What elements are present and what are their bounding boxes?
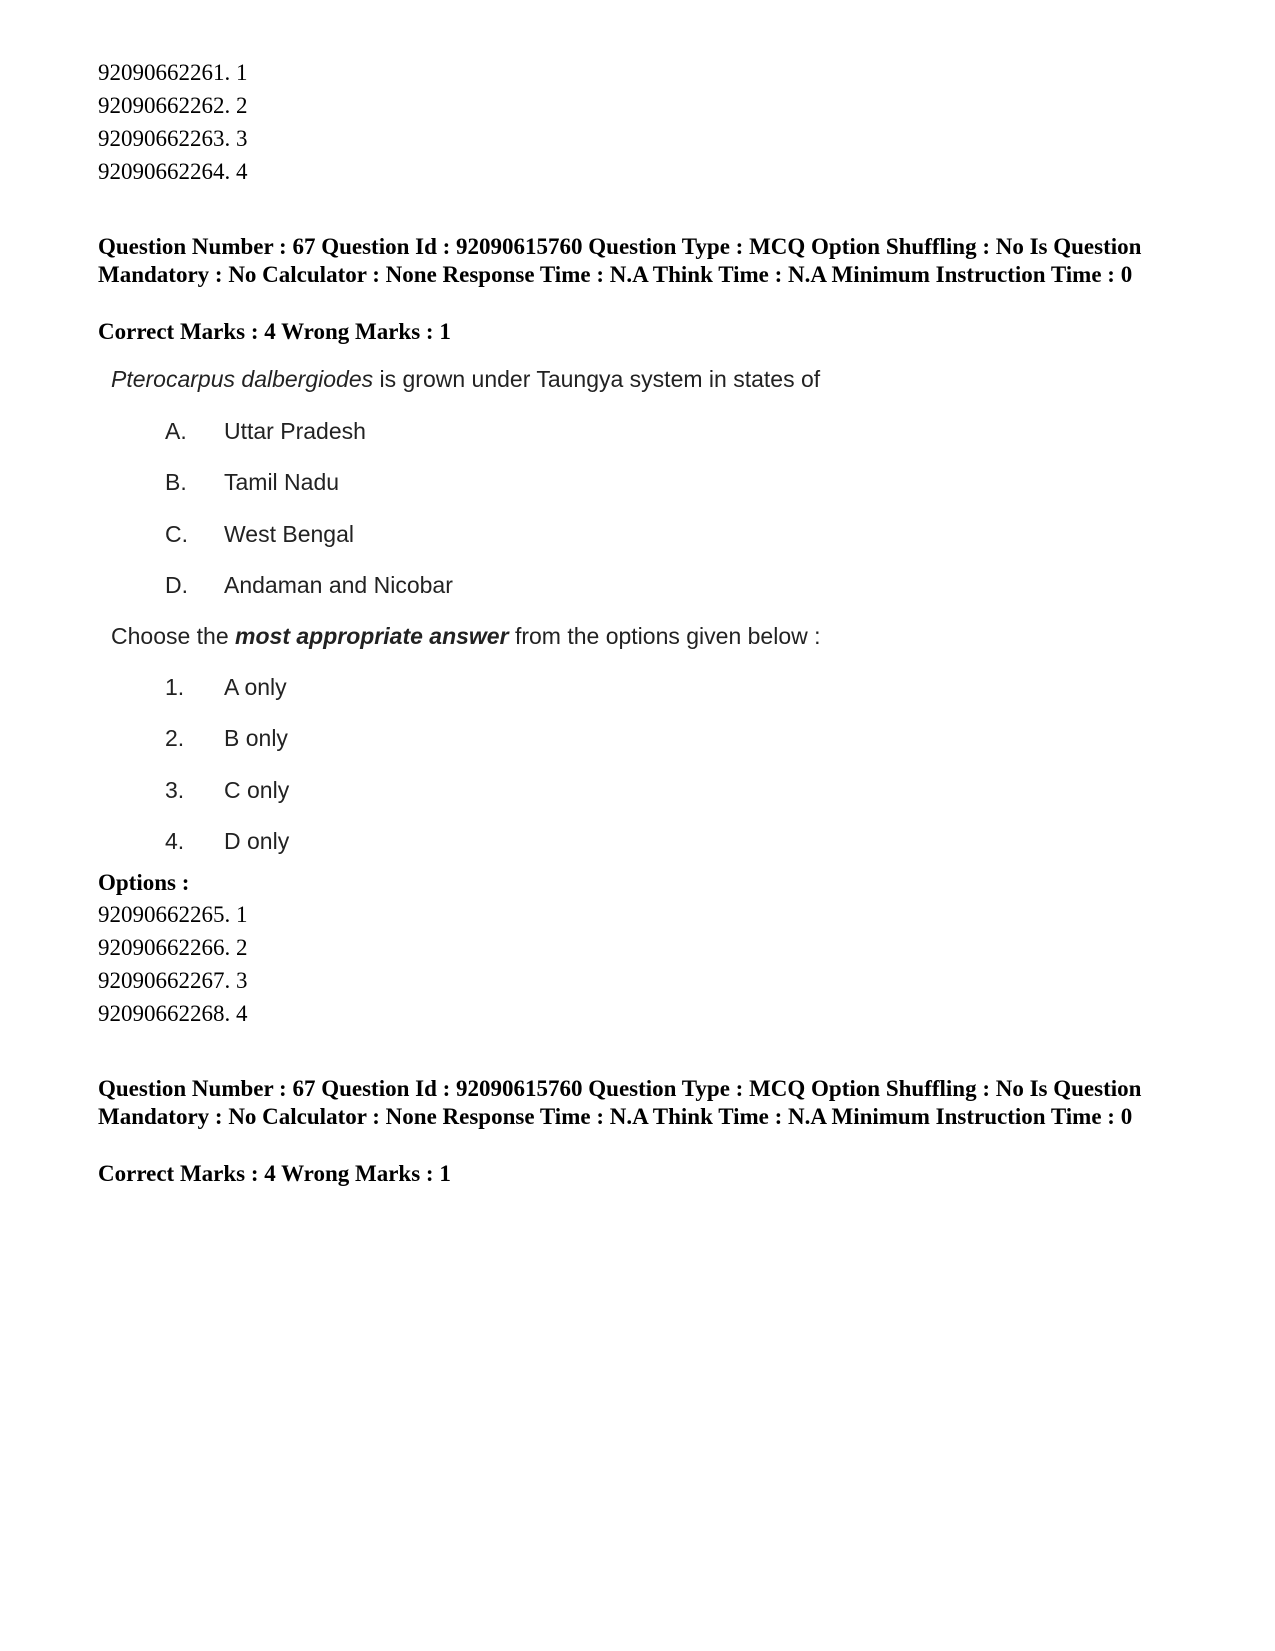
statement-text: Uttar Pradesh [224,418,366,444]
statement-label: C. [165,521,188,547]
question-marks: Correct Marks : 4 Wrong Marks : 1 [98,319,451,344]
choose-instruction [111,623,821,650]
option-1: 92090662265. 1 [98,902,248,927]
option-2: 92090662266. 2 [98,935,248,960]
answer-text: D only [224,828,290,854]
statement-text: Tamil Nadu [224,469,340,495]
answer-label: 4. [165,828,185,854]
question-header: Question Number : 67 Question Id : 92090615760 Question Type : MCQ Option Shuffling : No Is Question Mandatory : No Calculator : None Response Time : N.A Think Time : N.A Minimum Instruction Time : 0 [98,234,1142,287]
option-4: 92090662268. 4 [98,1001,248,1026]
answer-label: 2. [165,725,185,751]
prev-option-1: 92090662261. 1 [98,60,248,85]
statement-text: Andaman and Nicobar [224,572,453,598]
option-3: 92090662267. 3 [98,968,248,993]
options-heading: Options : [98,870,190,895]
choose-pre: Choose the [111,623,236,649]
statement-label: A. [165,418,187,444]
answer-text: B only [224,725,288,751]
statement-label: B. [165,469,187,495]
answer-label: 1. [165,674,185,700]
next-question-header: Question Number : 67 Question Id : 92090615760 Question Type : MCQ Option Shuffling : No Is Question Mandatory : No Calculator : None Response Time : N.A Think Time : N.A Minimum Instruction Time : 0 [98,1076,1142,1129]
stem-text: is grown under Taungya system in states of [373,366,821,392]
choose-post: from the options given below : [508,623,821,649]
next-question-marks: Correct Marks : 4 Wrong Marks : 1 [98,1161,451,1186]
statement-text: West Bengal [224,521,354,547]
question-stem [111,366,820,393]
prev-option-3: 92090662263. 3 [98,126,248,151]
choose-emphasis: most appropriate answer [235,623,509,649]
prev-option-2: 92090662262. 2 [98,93,248,118]
answer-label: 3. [165,777,185,803]
answer-text: A only [224,674,287,700]
statement-label: D. [165,572,188,598]
stem-species-name: Pterocarpus dalbergiodes [111,366,374,392]
prev-option-4: 92090662264. 4 [98,159,248,184]
answer-text: C only [224,777,290,803]
